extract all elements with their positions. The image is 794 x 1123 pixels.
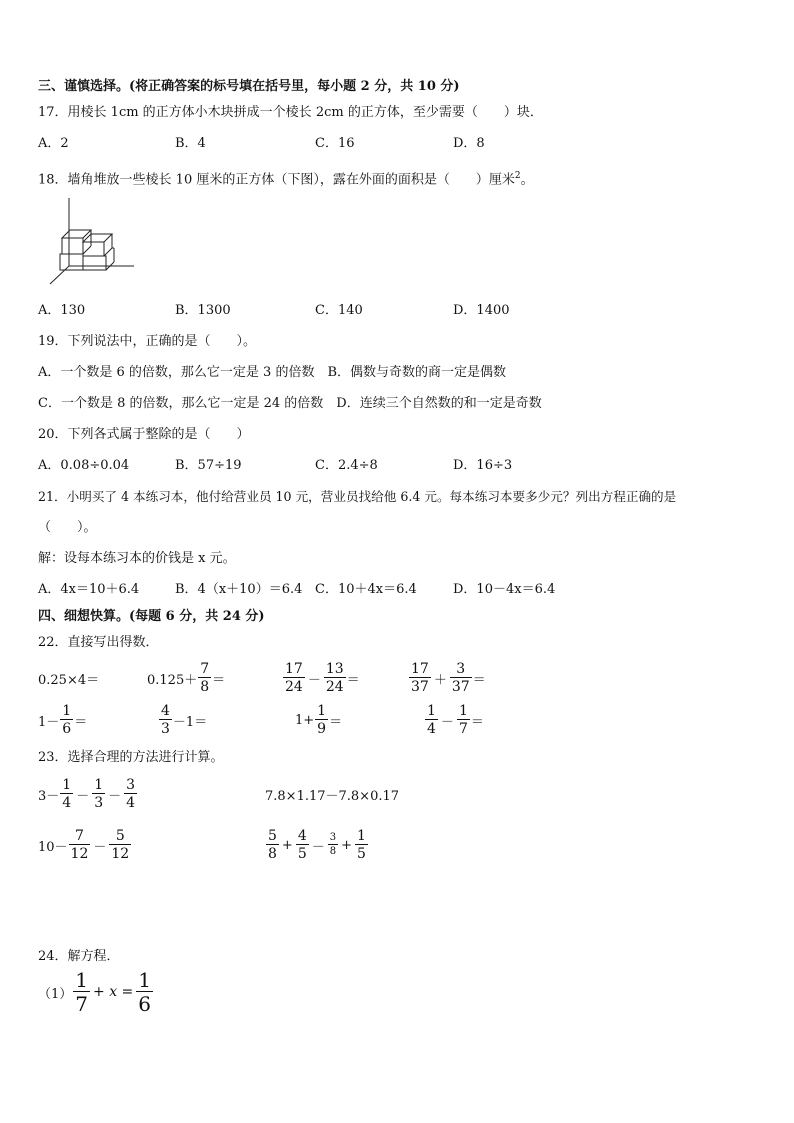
q22-r2-e2-post: －1＝ [172,714,208,730]
q18-option-c: C．140 [315,303,363,318]
cube-stack-figure [44,196,139,288]
q22-r2-e1 [38,698,87,742]
q23-e1-num3: 3 [126,777,136,793]
q22-r2-e1-den: 6 [62,721,72,737]
q23-e4-frac4 [355,829,368,861]
q22-r2-e3-den: 9 [317,721,327,737]
q20-option-c: C．2.4÷8 [315,458,378,473]
q23-e4-num2: 4 [297,828,307,844]
q18-stem [38,168,534,188]
q22-r2-e4-post: ＝ [470,714,484,730]
q22-r2-e2 [158,698,207,742]
q21-stem-line2: （ ）。 [38,520,97,535]
q22-r1-e4-op: ＋ [433,672,447,688]
q22-r1-e3-den2: 24 [325,679,344,695]
q18-option-b: B．1300 [175,303,231,318]
q23-e1-num2: 1 [94,777,104,793]
q23-e4-op1: + [281,837,293,853]
q22-r2-e1-post: ＝ [74,714,88,730]
q24-part1-frac1 [73,970,90,1014]
q23-e1-num1: 1 [62,777,72,793]
q22-r1-e2-frac [198,662,211,694]
q22-r2-e3-pre: 1+ [295,712,315,728]
q22-r2-e4-den2: 7 [458,721,468,737]
q22-r2-e2-num: 4 [161,703,170,719]
q19-options-line1: A．一个数是 6 的倍数，那么它一定是 3 的倍数 B．偶数与奇数的商一定是偶数 [38,365,507,380]
q17-option-a: A．2 [38,136,69,151]
q22-r1-e3-op: － [307,672,321,688]
q22-r2-e1-frac [60,704,73,736]
q19-stem: 19．下列说法中，正确的是（ ）。 [38,334,257,349]
section4-title: 四、细想快算。(每题 6 分，共 24 分) [38,609,265,624]
q21-stem-line1: 21．小明买了 4 本练习本，他付给营业员 10 元，营业员找给他 6.4 元。每本练习本要多少元？列出方程正确的是 [38,489,677,504]
q23-e4-num1: 5 [268,828,277,844]
q22-r1-e3-frac1 [283,662,305,694]
q18-option-d: D．1400 [453,303,510,318]
q22-r2-e4-frac2 [457,704,470,736]
q22-r1-e1-text: 0.25×4＝ [38,672,100,688]
q23-e1-op1: － [76,788,90,804]
q23-e1-den3: 4 [126,795,136,811]
q24-part1-num1: 1 [75,968,89,992]
q23-e1-op2: － [108,788,122,804]
q23-e1-den2: 3 [94,795,104,811]
q21-option-b: B．4（x＋10）＝6.4 [175,582,303,597]
q22-r2-e2-frac [159,704,172,736]
q18-stem-end: 。 [520,172,534,188]
q21-option-d: D．10－4x＝6.4 [453,582,556,597]
q23-e4-op3: + [341,837,353,853]
q22-r1-e3-den1: 24 [285,679,303,695]
q23-e1-frac2 [92,778,105,810]
q23-e3-frac2 [109,829,131,861]
q19-options-line2: C．一个数是 8 的倍数，那么它一定是 24 的倍数 D．连续三个自然数的和一定是奇数 [38,396,542,411]
q23-stem: 23．选择合理的方法进行计算。 [38,750,224,765]
q22-r2-e4-num1: 1 [427,703,436,719]
q23-e4 [265,823,369,867]
q22-r2-e3-post: ＝ [329,714,343,730]
q22-r1-e2-pre: 0.125＋ [147,672,198,688]
q22-r1-e4 [408,656,486,700]
q22-r1-e3-num2: 13 [325,661,344,677]
q22-r1-e4-post: ＝ [472,672,486,688]
q18-option-a: A．130 [38,303,86,318]
q23-e2 [265,772,399,816]
q22-r1-e4-frac1 [409,662,431,694]
q24-part1-den1: 7 [75,992,89,1016]
q23-e2-text: 7.8×1.17－7.8×0.17 [265,788,400,804]
q24-part1-mid: + x = [93,984,134,1000]
q23-e4-den1: 8 [268,846,277,862]
q23-e4-op2: － [311,839,325,855]
q22-r1-e4-frac2 [450,662,472,694]
q22-r1-e2-post: ＝ [212,672,226,688]
q23-e3-num1: 7 [75,828,84,844]
q23-e1-pre: 3－ [38,788,60,804]
q23-e1-frac1 [60,778,73,810]
q23-e3-op: － [93,839,107,855]
section3-title: 三、谨慎选择。(将正确答案的标号填在括号里，每小题 2 分，共 10 分) [38,79,460,94]
q22-r2-e1-num: 1 [62,703,72,719]
q22-r1-e1 [38,656,99,700]
q17-option-b: B．4 [175,136,206,151]
q24-part1-den2: 6 [138,992,152,1016]
q21-option-a: A．4x＝10＋6.4 [38,582,140,597]
q17-option-c: C．16 [315,136,355,151]
q22-r1-e4-num1: 17 [411,661,429,677]
q22-r1-e3-frac2 [324,662,346,694]
q23-e3-num2: 5 [115,828,125,844]
q23-e1-frac3 [124,778,137,810]
q24-part1 [38,968,154,1016]
q20-option-d: D．16÷3 [453,458,513,473]
q22-r1-e2-num: 7 [200,661,210,677]
q22-r2-e4-frac1 [425,704,438,736]
q21-solution: 解：设每本练习本的价钱是 x 元。 [38,551,236,566]
q22-r2-e3-frac [315,704,328,736]
q23-e4-frac3 [328,833,338,857]
q22-r2-e4 [424,698,484,742]
q22-stem: 22．直接写出得数． [38,635,159,650]
q22-r1-e4-den1: 37 [411,679,429,695]
q24-stem: 24．解方程． [38,949,120,964]
q22-r1-e2 [147,656,225,700]
q23-e3 [38,823,132,867]
q23-e4-frac2 [296,829,309,861]
q23-e1-den1: 4 [62,795,72,811]
q22-r2-e4-num2: 1 [458,703,468,719]
q23-e4-den4: 5 [357,846,366,862]
q22-r1-e3-num1: 17 [285,661,303,677]
q20-stem: 20．下列各式属于整除的是（ ） [38,427,250,442]
q22-r2-e4-op: － [440,714,454,730]
q22-r1-e3 [282,656,360,700]
q22-r1-e3-post: ＝ [346,672,360,688]
q24-part1-label: （1） [38,986,73,1002]
q22-r2-e2-den: 3 [161,721,170,737]
q22-r1-e4-den2: 37 [451,679,470,695]
q22-r1-e4-num2: 3 [456,661,466,677]
q23-e4-num3: 3 [329,832,337,843]
q22-r2-e3 [295,698,342,742]
q22-r2-e1-pre: 1－ [38,714,60,730]
q22-r1-e2-den: 8 [200,679,210,695]
q20-option-b: B．57÷19 [175,458,242,473]
q23-e3-den2: 12 [111,846,130,862]
q18-stem-text: 18．墙角堆放一些棱长 10 厘米的正方体（下图），露在外面的面积是（ ）厘米 [38,172,515,188]
q22-r2-e3-num: 1 [317,703,327,719]
q18-stem-sup: 2 [514,171,521,181]
q20-option-a: A．0.08÷0.04 [38,458,130,473]
q23-e3-frac1 [69,829,91,861]
q23-e4-frac1 [266,829,279,861]
q23-e1 [38,772,138,816]
q21-option-c: C．10＋4x＝6.4 [315,582,417,597]
q23-e3-den1: 12 [70,846,89,862]
q17-option-d: D．8 [453,136,485,151]
q17-stem: 17．用棱长 1cm 的正方体小木块拼成一个棱长 2cm 的正方体，至少需要（ ）块． [38,105,543,120]
q24-part1-num2: 1 [138,968,152,992]
q23-e4-den2: 5 [297,846,307,862]
q23-e4-num4: 1 [357,828,366,844]
q23-e3-pre: 10－ [38,839,68,855]
q23-e4-den3: 8 [329,846,337,857]
q24-part1-frac2 [136,970,153,1014]
q22-r2-e4-den1: 4 [427,721,436,737]
